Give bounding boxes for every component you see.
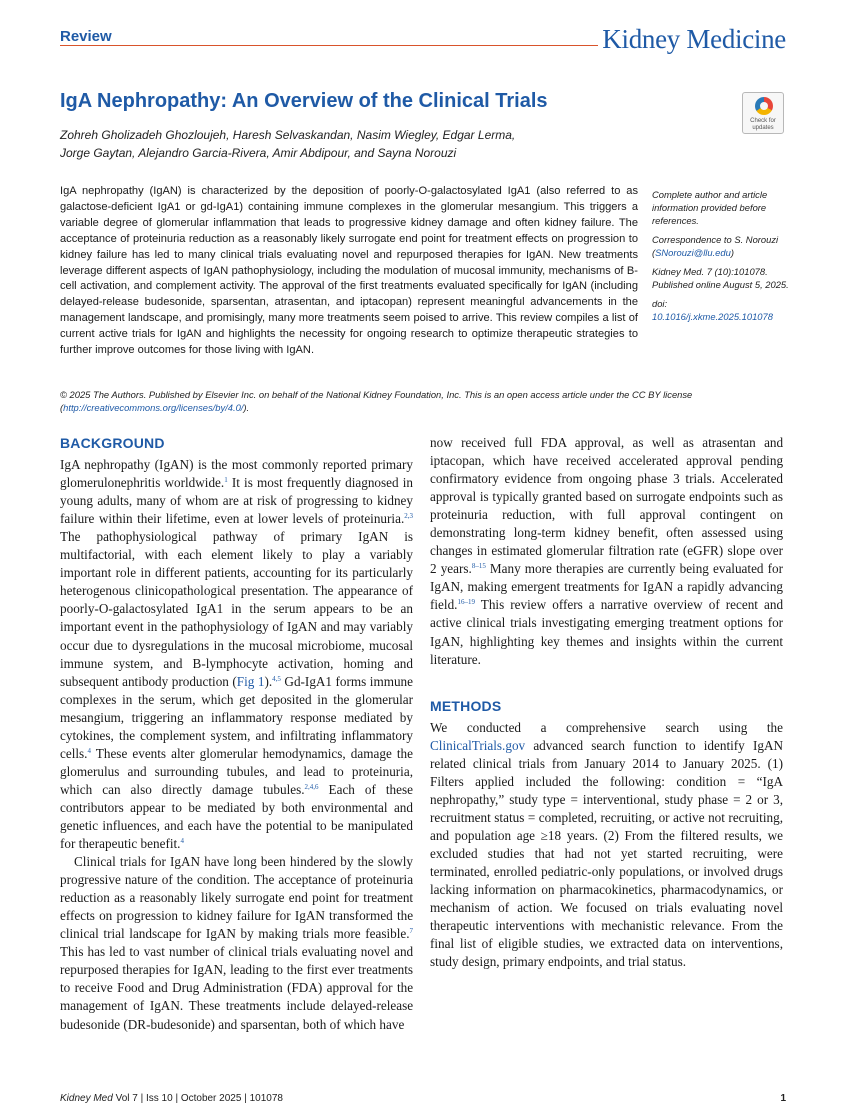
citation-ref[interactable]: 2,3 bbox=[404, 512, 413, 521]
correspondence: Correspondence to S. Norouzi (SNorouzi@llu.edu) bbox=[652, 234, 779, 258]
article-title: IgA Nephropathy: An Overview of the Clinical Trials bbox=[60, 90, 548, 112]
correspondence-email-link[interactable]: SNorouzi@llu.edu bbox=[655, 247, 731, 258]
section-gap bbox=[430, 669, 783, 697]
license-link[interactable]: http://creativecommons.org/licenses/by/4.0/ bbox=[63, 402, 244, 413]
right-column bbox=[430, 434, 783, 971]
journal-name: Kidney Medicine bbox=[602, 24, 786, 54]
crossmark-icon bbox=[755, 97, 773, 115]
background-paragraph-2-continued: now received full FDA approval, as well as atrasentan and iptacopan, which have received accelerated approval pending confirmatory evidence from ongoing phase 3 trials. Accelerated approval is typically granted based on surrogate endpoints such as proteinuria reduction, with full approval contingent on demonstrating long-term kidney benefit, often assessed using changes in estimated glomerular filtration rate (eGFR) slope over 2 years.$^{8-15}$ Many more therapies are currently being evaluated for IgAN, making emergent treatments for IgAN a rapidly advancing field.$^{16-19}$ This review offers a narrative overview of recent and active clinical trials investigating emerging treatment options for IgAN, highlighting key themes and insights within the current literature. bbox=[430, 435, 784, 667]
page-number: 1 bbox=[780, 1093, 786, 1104]
citation-info: Kidney Med. 7 (10):101078. Published online August 5, 2025. bbox=[652, 266, 789, 290]
page-footer bbox=[60, 1093, 786, 1107]
background-heading: BACKGROUND bbox=[60, 435, 165, 451]
section-label: Review bbox=[60, 28, 112, 45]
methods-paragraph: We conducted a comprehensive search using the ClinicalTrials.gov advanced search function to identify IgAN related clinical trials from January 2014 to January 2025. (1) Filters applied included the following: condition = “IgA nephropathy,” study type = interventional, study phase = 2 or 3, recruitment status = completed, recruiting, or active not recruiting, and population age ≥18 years. (2) From the filtered results, we excluded studies that had not yet started recruiting, were terminated, enrolled pediatric-only populations, or involved drugs lacking information on pharmacokinetics, pharmacodynamics, or mechanism of action. We focused on trials evaluating novel therapeutic interventions with mechanistic relevance. From the final list of eligible studies, we extracted data on interventions, study design, primary endpoints, and trial status. bbox=[430, 719, 783, 970]
header-rule bbox=[60, 45, 598, 46]
badge-label: Check for updates bbox=[750, 118, 776, 131]
doi: doi: 10.1016/j.xkme.2025.101078 bbox=[652, 298, 773, 322]
background-paragraph-2: Clinical trials for IgAN have long been hindered by the slowly progressive nature of the condition. The acceptance of proteinuria reduction as a reasonably likely surrogate end point for treatment effects on progression to kidney failure for IgAN transformed the clinical trial landscape for IgAN by making trials more feasible.$^7$ This has led to vast number of clinical trials evaluating novel and repurposed therapies for IgAN, leading to the first ever treatments to receive Food and Drug Administration (FDA) approval for the management of IgAN. These treatments include delayed-release budesonide (DR-budesonide) and sparsentan, both of which have bbox=[60, 854, 414, 1032]
authors-line-2: Jorge Gaytan, Alejandro Garcia-Rivera, Amir Abdipour, and Sayna Norouzi bbox=[60, 146, 457, 160]
article-info-sidebar bbox=[652, 188, 790, 329]
authors-line-1: Zohreh Gholizadeh Ghozloujeh, Haresh Selvaskandan, Nasim Wiegley, Edgar Lerma, bbox=[60, 128, 516, 142]
citation-ref[interactable]: 4 bbox=[180, 837, 184, 846]
left-column bbox=[60, 434, 413, 1034]
citation-ref[interactable]: 16–19 bbox=[457, 598, 475, 607]
clinicaltrials-link[interactable]: ClinicalTrials.gov bbox=[430, 737, 526, 753]
citation-ref[interactable]: 2,4,6 bbox=[304, 782, 319, 791]
background-continuation bbox=[430, 434, 783, 669]
citation-ref[interactable]: 7 bbox=[409, 927, 414, 936]
figure-link[interactable]: Fig 1 bbox=[236, 673, 265, 689]
check-for-updates-badge[interactable] bbox=[742, 92, 784, 134]
footer-citation: Kidney Med Vol 7 | Iss 10 | October 2025 | 101078 bbox=[60, 1093, 283, 1104]
author-list bbox=[60, 126, 620, 162]
doi-link[interactable]: 10.1016/j.xkme.2025.101078 bbox=[652, 311, 773, 322]
page-header bbox=[60, 24, 786, 58]
citation-ref[interactable]: 4,5 bbox=[272, 674, 281, 683]
citation-ref[interactable]: 1 bbox=[224, 476, 228, 485]
background-paragraph-1: IgA nephropathy (IgAN) is the most commonly reported primary glomerulonephritis worldwide.$^1$ It is most frequently diagnosed in young adults, many of whom are at risk of progressing to kidney failure within their lifetime, even at lower levels of proteinuria.$^{2,3}$ The pathophysiological pathway of primary IgAN is multifactorial, with each element likely to play a variably important role in different patients, accounting for its particularly heterogenous clinicopathological presentation. The appearance of poorly-O-galactosylated IgA1 in the serum appears to be an important event in the pathophysiology of IgAN and may variably occur due to dysregulations in the mucosal microbiome, mucosal immune system, and B-lymphocyte activation, homing and subsequent antibody production (Fig 1).$^{4,5}$ Gd-IgA1 forms immune complexes in the serum, which get deposited in the glomerular mesangium, triggering an inflammatory response mediated by cytokines, the complement system, and infiltrating inflammatory cells.$^4$ These events alter glomerular hemodynamics, damage the glomerulus and surrounding tubules, and lead to proteinuria, which can also directly damage tubules.$^{2,4,6}$ Each of these contributors appear to be mediated by both environmental and genetic influences, and each have the potential to be manipulated for therapeutic benefit.$^4$ bbox=[60, 457, 414, 852]
license-statement: © 2025 The Authors. Published by Elsevier Inc. on behalf of the National Kidney Foundation, Inc. This is an open access article under the CC BY license (http://creativecommons.org/licenses/by/4.0/). bbox=[60, 389, 693, 413]
citation-ref[interactable]: 8–15 bbox=[471, 562, 486, 571]
methods-heading: METHODS bbox=[430, 697, 502, 714]
citation-ref[interactable]: 4 bbox=[87, 746, 91, 755]
abstract: IgA nephropathy (IgAN) is characterized by the deposition of poorly-O-galactosylated IgA1 (also referred to as galactose-deficient IgA1 or gd-IgA1) containing immune complexes in the glomerular mesangium. This triggers a variable degree of glomerular inflammation that leads to progressive kidney damage and often kidney failure. The acceptance of proteinuria reduction as a reasonably likely surrogate end point for treatment effects on progression to kidney failure has led to many clinical trials evaluating novel and repurposed therapies for IgAN. New treatments leverage different aspects of IgAN pathophysiology, including the modulation of mucosal immunity, mechanisms of B-cell activation, and complement activity. The approval of the first treatments evaluated specifically for IgAN (including delayed-release budesonide, sparsentan, atrasentan, and iptacopan) represent meaningful advancements in the management landscape, and promisingly, many more treatments seem poised to arrive. This review compiles a list of current active trials for IgAN and highlights the necessity for ongoing research to optimize therapeutic strategies to further improve outcomes for those living with IgAN. bbox=[60, 185, 638, 357]
author-info-note: Complete author and article information provided before references. bbox=[652, 189, 768, 226]
